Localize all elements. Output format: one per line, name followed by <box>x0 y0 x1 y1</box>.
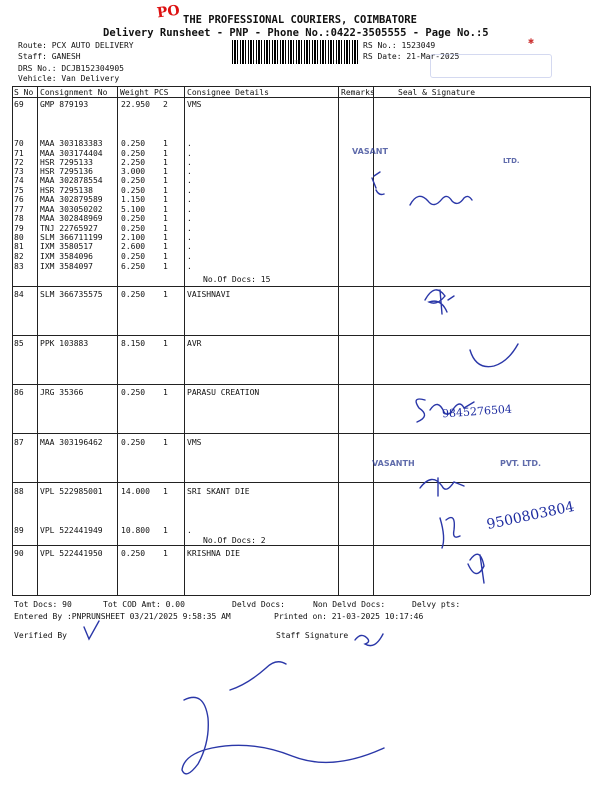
row-sno: 79 <box>14 224 24 233</box>
row-consignee: . <box>187 233 192 242</box>
non-delivered-docs: Non Delvd Docs: <box>313 600 386 609</box>
row-pcs: 1 <box>163 224 168 233</box>
row-consignee: . <box>187 262 192 271</box>
row-pcs: 1 <box>163 149 168 158</box>
row-consignee: . <box>187 149 192 158</box>
row-weight: 2.100 <box>121 233 146 242</box>
row-sno: 80 <box>14 233 24 242</box>
col-pcs-header: PCS <box>154 88 169 97</box>
entered-by: Entered By :PNPRUNSHEET 03/21/2025 9:58:35 AM <box>14 612 231 621</box>
row-consignee: . <box>187 158 192 167</box>
row-pcs: 1 <box>163 233 168 242</box>
row-consignee: . <box>187 139 192 148</box>
row-consignee: . <box>187 195 192 204</box>
delivery-points: Delvy pts: <box>412 600 461 609</box>
handwritten-phone-2: 9500803804 <box>485 498 576 534</box>
row-weight: 0.250 <box>121 388 146 397</box>
row-consignee: VMS <box>187 100 202 109</box>
row-pcs: 1 <box>163 290 168 299</box>
row-sno: 70 <box>14 139 24 148</box>
row-sno: 89 <box>14 526 24 535</box>
row-sno: 90 <box>14 549 24 558</box>
row-sno: 86 <box>14 388 24 397</box>
row-weight: 0.250 <box>121 290 146 299</box>
row-consignment-no: MAA 303196462 <box>40 438 103 447</box>
row-consignee: . <box>187 176 192 185</box>
row-pcs: 1 <box>163 252 168 261</box>
row-pcs: 2 <box>163 100 168 109</box>
no-of-docs-group-2: No.Of Docs: 2 <box>203 536 266 545</box>
rs-date: RS Date: 21-Mar-2025 <box>363 52 460 61</box>
row-sno: 87 <box>14 438 24 447</box>
row-consignment-no: VPL 522985001 <box>40 487 103 496</box>
handwritten-phone-1: 9845276504 <box>441 402 513 421</box>
row-sno: 88 <box>14 487 24 496</box>
company-stamp-text: VASANTH <box>372 459 415 468</box>
row-weight: 0.250 <box>121 438 146 447</box>
row-pcs: 1 <box>163 487 168 496</box>
row-consignment-no: HSR 7295133 <box>40 158 93 167</box>
row-sno: 74 <box>14 176 24 185</box>
row-consignment-no: VPL 522441950 <box>40 549 103 558</box>
row-weight: 2.600 <box>121 242 146 251</box>
row-weight: 0.250 <box>121 224 146 233</box>
row-consignment-no: MAA 302878554 <box>40 176 103 185</box>
runsheet-title: Delivery Runsheet - PNP - Phone No.:0422-3505555 - Page No.:5 <box>103 27 489 39</box>
staff-signature-label: Staff Signature <box>276 631 349 640</box>
col-consignee-header: Consignee Details <box>187 88 269 97</box>
row-pcs: 1 <box>163 262 168 271</box>
no-of-docs-group-1: No.Of Docs: 15 <box>203 275 271 284</box>
row-weight: 22.950 <box>121 100 150 109</box>
row-consignee: PARASU CREATION <box>187 388 260 397</box>
handwritten-po-mark: PO <box>155 2 181 22</box>
row-consignment-no: IXM 3580517 <box>40 242 93 251</box>
row-consignee: SRI SKANT DIE <box>187 487 250 496</box>
row-consignment-no: MAA 303183383 <box>40 139 103 148</box>
row-consignment-no: VPL 522441949 <box>40 526 103 535</box>
row-sno: 85 <box>14 339 24 348</box>
col-weight-header: Weight <box>120 88 149 97</box>
company-stamp-text: PVT. LTD. <box>500 459 542 468</box>
col-remarks-header: Remarks <box>341 88 375 97</box>
row-pcs: 1 <box>163 167 168 176</box>
row-consignment-no: IXM 3584096 <box>40 252 93 261</box>
row-sno: 84 <box>14 290 24 299</box>
row-pcs: 1 <box>163 186 168 195</box>
row-consignee: . <box>187 224 192 233</box>
row-consignment-no: GMP 879193 <box>40 100 89 109</box>
row-consignee: . <box>187 242 192 251</box>
row-sno: 69 <box>14 100 24 109</box>
route-label: Route: PCX AUTO DELIVERY <box>18 41 134 50</box>
row-consignee: AVR <box>187 339 202 348</box>
vehicle-label: Vehicle: Van Delivery <box>18 74 120 83</box>
row-consignment-no: HSR 7295136 <box>40 167 93 176</box>
row-sno: 83 <box>14 262 24 271</box>
row-pcs: 1 <box>163 176 168 185</box>
row-weight: 6.250 <box>121 262 146 271</box>
row-consignment-no: JRG 35366 <box>40 388 84 397</box>
company-stamp-text: LTD. <box>503 157 520 165</box>
row-weight: 0.250 <box>121 252 146 261</box>
row-consignment-no: MAA 302879589 <box>40 195 103 204</box>
row-sno: 73 <box>14 167 24 176</box>
row-pcs: 1 <box>163 242 168 251</box>
row-consignee: VMS <box>187 438 202 447</box>
drs-number: DRS No.: DCJB152304905 <box>18 64 124 73</box>
row-consignment-no: SLM 366711199 <box>40 233 103 242</box>
row-pcs: 1 <box>163 526 168 535</box>
row-consignee: VAISHNAVI <box>187 290 231 299</box>
company-stamp-text: VASANT <box>352 147 388 156</box>
row-sno: 71 <box>14 149 24 158</box>
row-weight: 0.250 <box>121 186 146 195</box>
row-sno: 81 <box>14 242 24 251</box>
row-consignment-no: SLM 366735575 <box>40 290 103 299</box>
row-pcs: 1 <box>163 214 168 223</box>
total-cod-amount: Tot COD Amt: 0.00 <box>103 600 185 609</box>
row-consignment-no: IXM 3584097 <box>40 262 93 271</box>
row-weight: 3.000 <box>121 167 146 176</box>
row-weight: 10.800 <box>121 526 150 535</box>
printed-on: Printed on: 21-03-2025 10:17:46 <box>274 612 424 621</box>
row-sno: 78 <box>14 214 24 223</box>
row-weight: 5.100 <box>121 205 146 214</box>
row-weight: 0.250 <box>121 139 146 148</box>
row-pcs: 1 <box>163 549 168 558</box>
row-pcs: 1 <box>163 388 168 397</box>
row-sno: 72 <box>14 158 24 167</box>
row-weight: 0.250 <box>121 214 146 223</box>
row-pcs: 1 <box>163 339 168 348</box>
row-weight: 8.150 <box>121 339 146 348</box>
row-sno: 75 <box>14 186 24 195</box>
row-pcs: 1 <box>163 139 168 148</box>
rs-number: RS No.: 1523049 <box>363 41 436 50</box>
row-consignment-no: MAA 303050202 <box>40 205 103 214</box>
row-consignee: . <box>187 186 192 195</box>
row-consignee: . <box>187 205 192 214</box>
row-sno: 76 <box>14 195 24 204</box>
row-weight: 0.250 <box>121 549 146 558</box>
row-weight: 1.150 <box>121 195 146 204</box>
row-weight: 0.250 <box>121 149 146 158</box>
col-sno-header: S No <box>14 88 34 97</box>
total-docs: Tot Docs: 90 <box>14 600 72 609</box>
row-consignee: KRISHNA DIE <box>187 549 240 558</box>
row-pcs: 1 <box>163 195 168 204</box>
staff-label: Staff: GANESH <box>18 52 81 61</box>
company-title: THE PROFESSIONAL COURIERS, COIMBATORE <box>183 14 417 26</box>
row-consignee: . <box>187 526 192 535</box>
row-consignment-no: PPK 103883 <box>40 339 89 348</box>
delivered-docs: Delvd Docs: <box>232 600 285 609</box>
col-consignment-header: Consignment No <box>40 88 108 97</box>
row-weight: 0.250 <box>121 176 146 185</box>
red-mark-icon: ✱ <box>528 36 535 47</box>
row-sno: 77 <box>14 205 24 214</box>
row-pcs: 1 <box>163 438 168 447</box>
row-consignment-no: MAA 302848969 <box>40 214 103 223</box>
row-consignee: . <box>187 252 192 261</box>
row-weight: 2.250 <box>121 158 146 167</box>
row-consignee: . <box>187 214 192 223</box>
row-consignee: . <box>187 167 192 176</box>
row-pcs: 1 <box>163 205 168 214</box>
row-sno: 82 <box>14 252 24 261</box>
row-consignment-no: MAA 303174404 <box>40 149 103 158</box>
col-seal-header: Seal & Signature <box>398 88 476 97</box>
row-weight: 14.000 <box>121 487 150 496</box>
row-consignment-no: HSR 7295138 <box>40 186 93 195</box>
row-consignment-no: TNJ 22765927 <box>40 224 98 233</box>
row-pcs: 1 <box>163 158 168 167</box>
verified-by-label: Verified By <box>14 631 67 640</box>
